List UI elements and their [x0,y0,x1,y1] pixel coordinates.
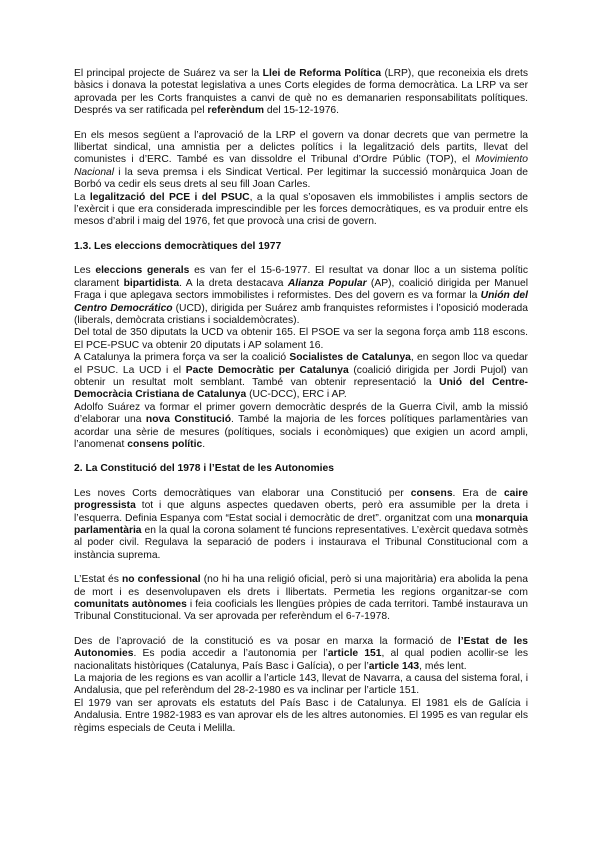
section-heading-constitucio: 2. La Constitució del 1978 i l’Estat de les Autonomies [74,463,334,475]
paragraph-estat-no-confessional: L’Estat és no confessional (no hi ha una religió oficial, però si una majoritària) era abolida la pena de mort i es desenvolupaven els drets i llibertats. Permetia les regions organitzar-se com comunitats autònomes i feia cooficials les llengües pròpies de cada territori. També instaurava un Tribunal Constitucional. Va ser aprovada per referèndum el 6-7-1978. [74,574,528,623]
term-monarquia-parlamentaria: monarquia parlamentària [74,512,528,536]
term-caire-progressista: caire progressista [74,487,528,512]
paragraph-suarez-govern: Adolfo Suárez va formar el primer govern democràtic després de la Guerra Civil, amb la missió d’elaborar una nova Constitució. També la majoria de les forces polítiques parlamentàries van acordar una sèrie de mesures (polítiques, socials i econòmiques) que exigien un acord ampli, l’anomenat consens polític. [74,401,528,450]
term-comunitats-autonomes: comunitats autònomes [74,599,187,611]
term-no-confessional: no confessional [122,574,201,586]
paragraph-diputats: Del total de 350 diputats la UCD va obtenir 165. El PSOE va ser la segona força amb 118 escons. El PCE-PSUC va obtenir 20 diputats i AP solament 16. [74,327,528,351]
term-ucd: Unión del Centro Democrático [74,290,529,314]
term-estat-autonomies: l’Estat de les Autonomies [74,635,528,660]
paragraph-estat-autonomies: Des de l’aprovació de la constitució es va posar en marxa la formació de l’Estat de les Autonomies. Es podia accedir a l’autonomia per l’article 151, al qual podien acollir-se les nacionalitats històriques (Catalunya, País Basc i Galícia), o per l’article 143, més lent. [74,635,528,672]
term-article-151: article 151 [327,648,382,660]
term-consens-politic: consens polític [127,438,203,450]
term-uc-dcc: Unió del Centre-Democràcia Cristiana de Catalunya [74,376,528,401]
term-bipartidista: bipartidista [123,277,180,289]
paragraph-eleccions-generals: Les eleccions generals es van fer el 15-6-1977. El resultat va donar lloc a un sistema polític clarament bipartidista. A la dreta destacava Alianza Popular (AP), coalició dirigida per Manuel Fraga i que aplegava sectors immobilistes i reformistes. Des del govern es va formar la Unión del Centro Democrático (UCD), dirigida per Suárez amb franquistes reformistes i l’oposició moderada (liberals, demòcrata cristians i socialdemòcrates). [74,265,529,326]
term-alianza-popular: Alianza Popular [287,277,367,289]
paragraph-lrp: El principal projecte de Suárez va ser la Llei de Reforma Política (LRP), que reconeixia els drets bàsics i donava la potestat legislativa a unes Corts elegides de forma democràtica. La LRP va ser aprovada per les Corts franquistes a canvi de què no es demanarien responsabilitats polítiques. Després va ser ratificada pel referèndum del 15-12-1976. [74,68,528,117]
term-socialistes-catalunya: Socialistes de Catalunya [289,352,411,364]
term-nova-constitucio: nova Constitució [145,414,232,426]
term-eleccions-generals: eleccions generals [95,265,190,277]
paragraph-constitucio: Les noves Corts democràtiques van elaborar una Constitució per consens. Era de caire progressista tot i que alguns aspectes quedaven oberts, però era assumible per la dreta i l’esquerra. Definia Espanya com “Estat social i democràtic de dret”. organitzat com una monarquia parlamentària en la qual la corona solament té funcions representatives. L’exèrcit quedava sotmès al poder civil. Regulava la separació de poders i instaurava el Tribunal Constitucional com a instància suprema. [74,487,528,561]
term-article-143: article 143 [368,660,420,672]
term-legalitzacio-pce-psuc: legalització del PCE i del PSUC [89,191,250,203]
section-heading-eleccions: 1.3. Les eleccions democràtiques del 1977 [74,240,282,252]
paragraph-legalitzacio: La legalització del PCE i del PSUC, a la qual s’oposaven els immobilistes i amplis sectors de l’exèrcit i que era considerada imprescindible per les forces democràtiques, es va produir entre els mesos d’abril i maig del 1976, fet que provocà una crisi de govern. [74,191,528,228]
term-referendum: referèndum [207,105,265,117]
term-llei-reforma-politica: Llei de Reforma Política [262,68,382,79]
term-pacte-democratic: Pacte Democràtic per Catalunya [185,364,349,376]
document-page [74,68,528,735]
term-movimiento-nacional: Movimiento Nacional [74,154,528,178]
paragraph-estatuts: El 1979 van ser aprovats els estatuts del País Basc i de Catalunya. El 1981 els de Galícia i Andalusia. Entre 1982-1983 es van aprovar els de les altres autonomies. El 1995 es van regular els règims especials de Ceuta i Melilla. [74,697,528,734]
paragraph-decrets: En els mesos següent a l’aprovació de la LRP el govern va donar decrets que van permetre la llibertat sindical, una amnistia per a delictes polítics i la legalització dels partits, llevat del comunistes i d’ERC. També es van dissoldre el Tribunal d’Ordre Públic (TOP), el Movimiento Nacional i la seva premsa i els Sindicat Vertical. Per legitimar la successió monàrquica Joan de Borbó va cedir els seus drets al seu fill Joan Carles. [74,129,528,191]
paragraph-article-143: La majoria de les regions es van acollir a l’article 143, llevat de Navarra, a causa del sistema foral, i Andalusia, que pel referèndum del 28-2-1980 es va inclinar per l’article 151. [74,673,528,697]
term-consens: consens [410,487,453,499]
paragraph-catalunya: A Catalunya la primera força va ser la coalició Socialistes de Catalunya, en segon lloc va quedar el PSUC. La UCD i el Pacte Democràtic per Catalunya (coalició dirigida per Jordi Pujol) van obtenir un resultat molt semblant. També van obtenir representació la Unió del Centre-Democràcia Cristiana de Catalunya (UC-DCC), ERC i AP. [74,352,528,401]
